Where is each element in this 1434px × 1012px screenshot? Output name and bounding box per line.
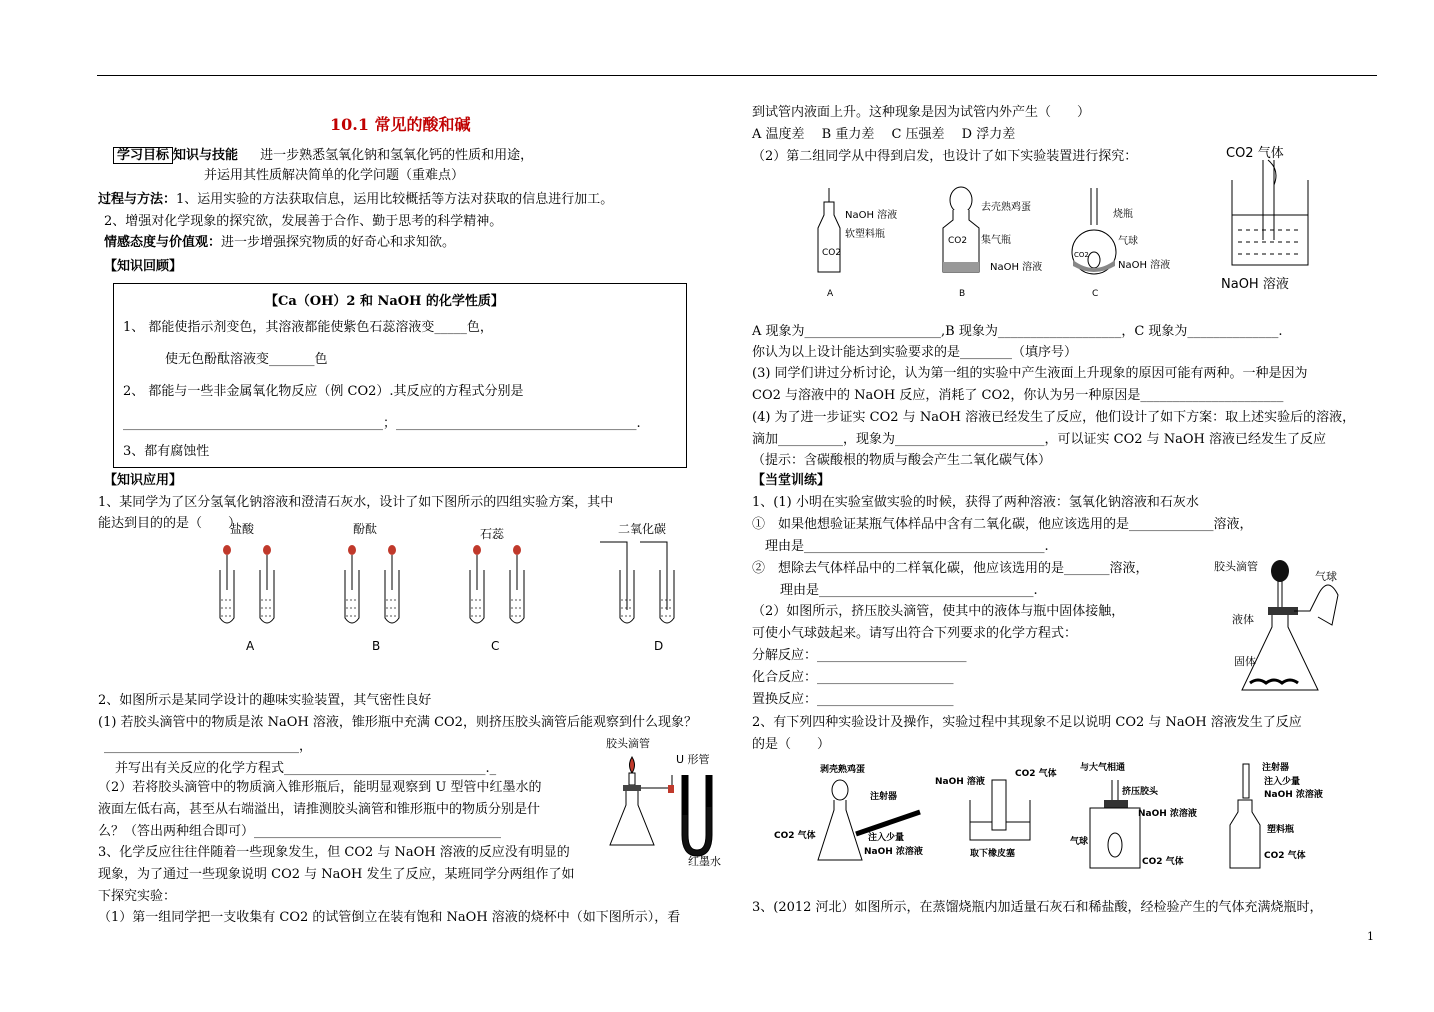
r-line-1: 到试管内液面上升。这种现象是因为试管内外产生（ ） [752, 105, 1091, 120]
f3-balloon-label: 气球 [1070, 837, 1089, 847]
appB-co2: CO2 [948, 236, 968, 246]
emotion-label: 情感态度与价值观： [104, 235, 222, 250]
tube-letter-b: B [372, 639, 381, 653]
tube-letter-c: C [491, 639, 500, 653]
tube-liquid [221, 600, 233, 616]
t-line-4: ② 想除去气体样品中的二样氧化碳，他应该选用的是_______溶液， [752, 561, 1149, 576]
flask-balloon-label: 气球 [1315, 570, 1337, 583]
appC-label-1: 烧瓶 [1113, 209, 1133, 220]
objectives-label: 知识与技能 [173, 148, 239, 163]
r-line-3: A 现象为_____________________,B 现象为___________________，C 现象为______________. [752, 324, 1283, 339]
tube-liquid [261, 600, 273, 616]
flask-utube-figure [600, 735, 730, 875]
f2-naoh-label: NaOH 溶液 [935, 777, 985, 787]
dropper-bulb [348, 545, 356, 555]
q2-line-5: （2）若将胶头滴管中的物质滴入锥形瓶后，能明显观察到 U 型管中红墨水的 [98, 780, 542, 795]
appC-letter: C [1092, 289, 1099, 299]
header-rule [97, 75, 1377, 76]
objectives-tag: 学习目标 [113, 147, 173, 164]
tube-letter-d: D [654, 639, 664, 653]
appB-label-2: 集气瓶 [981, 235, 1011, 246]
f2-remove-label: 取下橡皮塞 [970, 849, 1016, 859]
tube-label-d: 二氧化碳 [618, 522, 667, 536]
t-line-11: 2、有下列四种实验设计及操作，实验过程中其现象不足以说明 CO2 与 NaOH 溶液发生了反应 [752, 715, 1302, 730]
flask-liquid-label: 液体 [1232, 613, 1254, 626]
r-line-9: （提示：含碳酸根的物质与酸会产生二氧化碳气体） [752, 453, 1052, 468]
t-line-1: 1、(1) 小明在实验室做实验的时候，获得了两种溶液：氢氧化钠溶液和石灰水 [752, 495, 1199, 510]
appA-letter: A [827, 289, 834, 299]
f1-egg-label: 剥壳熟鸡蛋 [820, 765, 866, 775]
q2-line-6: 液面左低右高，甚至从右端溢出，请推测胶头滴管和锥形瓶中的物质分别是什 [98, 802, 541, 817]
flask-dropper-label: 胶头滴管 [1214, 560, 1258, 573]
t-line-6: （2）如图所示，挤压胶头滴管，使其中的液体与瓶中固体接触， [752, 604, 1125, 619]
f3-co2-label: CO2 气体 [1142, 857, 1184, 867]
page-number: 1 [1367, 930, 1374, 943]
t-line-12: 的是（ ） [752, 737, 831, 752]
t-line-8: 分解反应：_______________________ [752, 648, 967, 663]
q3-line-4: （1）第一组同学把一支收集有 CO2 的试管倒立在装有饱和 NaOH 溶液的烧杯中（如下图所示），看 [98, 910, 681, 925]
r-options: A 温度差 B 重力差 C 压强差 D 浮力差 [752, 127, 1016, 142]
t-line-3: 理由是_____________________________________. [765, 539, 1049, 554]
dropper-bulb [388, 545, 396, 555]
appC-label-2: 气球 [1118, 236, 1138, 247]
q2-line-2: (1) 若胶头滴管中的物质是浓 NaOH 溶液，锥形瓶中充满 CO2，则挤压胶头滴管后能观察到什么现象？ [98, 715, 697, 730]
emotion-text: 进一步增强探究物质的好奇心和求知欲。 [221, 235, 456, 250]
apparatus-abc-figure [815, 180, 1175, 300]
fig2-utube-label: U 形管 [676, 753, 710, 766]
q2-line-1: 2、如图所示是某同学设计的趣味实验装置，其气密性良好 [98, 693, 432, 708]
process-2: 2、增强对化学现象的探究欲，发展善于合作、勤于思考的科学精神。 [104, 214, 503, 229]
appC-label-3: NaOH 溶液 [1118, 260, 1171, 271]
f4-syringe-label: 注射器 [1262, 763, 1290, 773]
f1-syringe-label: 注射器 [870, 792, 898, 802]
q3-line-1: 3、化学反应往往伴随着一些现象发生，但 CO2 与 NaOH 溶液的反应没有明显的 [98, 845, 570, 860]
box-item-2b: ________________________________________；_____________________________________. [123, 416, 641, 431]
t-line-7: 可使小气球鼓起来。请写出符合下列要求的化学方程式： [752, 626, 1078, 641]
apply-heading: 【知识应用】 [104, 473, 183, 488]
f3-squeeze-label: 挤压胶头 [1122, 787, 1159, 797]
process-text: 1、运用实验的方法获取信息，运用比较概括等方法对获取的信息进行加工。 [176, 192, 614, 207]
appB-label-1: 去壳熟鸡蛋 [981, 202, 1031, 213]
f4-naoh-label: NaOH 浓溶液 [1264, 790, 1323, 800]
fig2-dropper-label: 胶头滴管 [606, 737, 650, 750]
box-item-1b: 使无色酚酞溶液变_______色 [165, 352, 328, 367]
f1-naoh-label: NaOH 浓溶液 [864, 847, 923, 857]
q3-line-2: 现象，为了通过一些现象说明 CO2 与 NaOH 发生了反应，某班同学分两组作了如 [98, 867, 575, 882]
beaker-co2-label: CO2 气体 [1226, 146, 1284, 161]
appC-co2: CO2 [1074, 251, 1089, 259]
train-heading: 【当堂训练】 [752, 473, 831, 488]
objectives-line-1 [113, 144, 533, 163]
q2-line-4: 并写出有关反应的化学方程式_______________________________._ [115, 761, 497, 776]
four-experiments-figure [770, 760, 1360, 880]
r-line-4: 你认为以上设计能达到实验要求的是________（填序号） [752, 345, 1078, 360]
box-title: 【Ca（OH）2 和 NaOH 的化学性质】 [265, 294, 504, 309]
beaker-figure [1218, 140, 1338, 295]
t-line-2: ① 如果他想验证某瓶气体样品中含有二氧化碳，他应该选用的是_____________溶液， [752, 517, 1253, 532]
dropper-bulb [473, 545, 481, 555]
q2-line-7: 么？（答出两种组合即可）______________________________________ [98, 824, 502, 839]
page-title: 10.1 常见的酸和碱 [330, 115, 471, 134]
t-line-5: 理由是_________________________________. [780, 583, 1038, 598]
appA-label-1: NaOH 溶液 [845, 210, 898, 221]
flask-solid-label: 固体 [1234, 655, 1256, 668]
r-line-7: (4) 为了进一步证实 CO2 与 NaOH 溶液已经发生了反应，他们设计了如下方案：取上述实验后的溶液， [752, 410, 1356, 425]
f2-co2-label: CO2 气体 [1015, 769, 1057, 779]
balloon-flask-figure [1210, 555, 1360, 700]
tube-liquid [511, 600, 523, 616]
r-line-5: (3) 同学们讲过分析讨论，认为第一组的实验中产生液面上升现象的原因可能有两种。一种是因为 [752, 366, 1308, 381]
tube-liquid [471, 600, 483, 616]
box-item-1: 1、 都能使指示剂变色，其溶液都能使紫色石蕊溶液变_____色， [123, 320, 493, 335]
tube-label-c: 石蕊 [480, 527, 505, 541]
appB-letter: B [959, 289, 966, 299]
r-line-2: （2）第二组同学从中得到启发，也设计了如下实验装置进行探究： [752, 149, 1138, 164]
t-line-13: 3、(2012 河北）如图所示，在蒸馏烧瓶内加适量石灰石和稀盐酸，经检验产生的气体充满烧瓶时， [752, 900, 1323, 915]
q1-line-1: 1、某同学为了区分氢氧化钠溶液和澄清石灰水，设计了如下图所示的四组实验方案，其中 [98, 495, 614, 510]
dropper-bulb [263, 545, 271, 555]
r-line-8: 滴加__________，现象为_______________________，可以证实 CO2 与 NaOH 溶液已经发生了反应 [752, 432, 1327, 447]
appA-co2: CO2 [822, 248, 842, 258]
t-line-9: 化合反应：_____________________ [752, 670, 954, 685]
tube-liquid [346, 600, 358, 616]
dropper-bulb [513, 545, 521, 555]
beaker-naoh-label: NaOH 溶液 [1221, 277, 1289, 292]
q2-line-3: ______________________________， [104, 739, 313, 754]
objectives-text-1: 进一步熟悉氢氧化钠和氢氧化钙的性质和用途， [260, 148, 534, 163]
tube-letter-a: A [246, 639, 255, 653]
appA-label-2: 软塑料瓶 [845, 229, 885, 240]
r-line-6: CO2 与溶液中的 NaOH 反应，消耗了 CO2，你认为另一种原因是______________________ [752, 388, 1284, 403]
f3-air-label: 与大气相通 [1080, 763, 1126, 773]
f4-bottle-label: 塑料瓶 [1267, 825, 1295, 835]
process-label: 过程与方法： [98, 192, 177, 207]
q1-line-2: 能达到目的的是（ ） [98, 516, 242, 531]
appB-label-3: NaOH 溶液 [990, 262, 1043, 273]
box-item-3: 3、都有腐蚀性 [123, 444, 210, 459]
test-tubes-figure [190, 520, 700, 655]
fig2-ink-label: 红墨水 [688, 855, 721, 868]
objectives-text-2: 并运用其性质解决简单的化学问题（重难点） [204, 168, 465, 183]
process-line [98, 188, 613, 207]
review-heading: 【知识回顾】 [104, 259, 183, 274]
emotion-line [104, 231, 455, 250]
q3-line-3: 下探究实验： [98, 889, 177, 904]
f4-co2-label: CO2 气体 [1264, 851, 1306, 861]
dropper-bulb [223, 545, 231, 555]
f3-naoh-label: NaOH 浓溶液 [1138, 809, 1197, 819]
f1-co2-label: CO2 气体 [774, 831, 816, 841]
tube-liquid [386, 600, 398, 616]
f1-inject-label: 注入少量 [868, 833, 905, 843]
box-item-2: 2、 都能与一些非金属氧化物反应（例 CO2）.其反应的方程式分别是 [123, 384, 524, 399]
tube-label-a: 盐酸 [230, 522, 255, 536]
f4-inject-label: 注入少量 [1264, 777, 1301, 787]
tube-label-b: 酚酞 [353, 522, 378, 536]
t-line-10: 置换反应：_____________________ [752, 692, 954, 707]
